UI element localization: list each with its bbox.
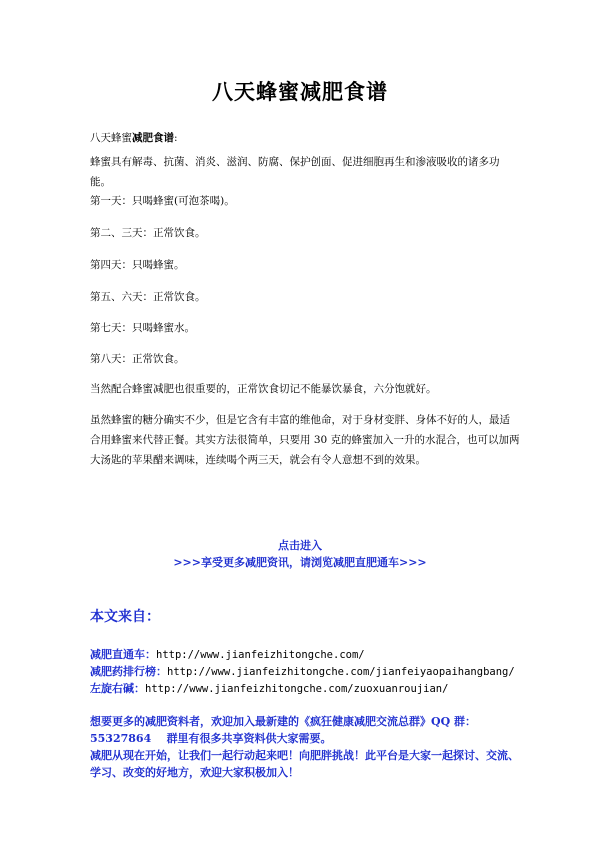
promo-rest: 群里有很多共享资料供大家需要。 — [166, 732, 332, 745]
qq-number: 55327864 — [90, 732, 152, 745]
day-2-3: 第二、三天：正常饮食。 — [90, 227, 206, 239]
click-enter-link[interactable]: 点击进入 — [278, 539, 322, 552]
intro-suffix: : — [174, 132, 178, 144]
source-label-3: 左旋右碱： — [90, 682, 145, 695]
source-label-2: 减肥药排行榜： — [90, 665, 167, 678]
day-4: 第四天：只喝蜂蜜。 — [90, 259, 185, 271]
note-text: 当然配合蜂蜜减肥也很重要的，正常饮食切记不能暴饮暴食，六分饱就好。 — [90, 383, 437, 395]
main-paragraph: 虽然蜂蜜的糖分确实不少，但是它含有丰富的维他命，对于身材变胖、身体不好的人，最适合用蜂蜜来代替正餐。其实方法很简单，只要用 30 克的蜂蜜加入一升的水混合，也可以加两大汤匙的苹果醋来调味，连续喝个两三天，就会有令人意想不到的效果。 — [90, 414, 520, 466]
promo-line-2 — [90, 730, 520, 747]
source-url-3[interactable]: http://www.jianfeizhitongche.com/zuoxuanroujian/ — [145, 683, 449, 695]
source-line-2 — [90, 663, 515, 681]
source-label-1: 减肥直通车： — [90, 648, 156, 661]
source-url-2[interactable]: http://www.jianfeizhitongche.com/jianfeiyaopaihangbang/ — [167, 666, 515, 678]
intro-prefix: 八天蜂蜜 — [90, 132, 132, 144]
intro-line — [90, 128, 520, 148]
day-5-6: 第五、六天：正常饮食。 — [90, 291, 206, 303]
day-7: 第七天：只喝蜂蜜水。 — [90, 322, 195, 334]
day-1: 第一天：只喝蜂蜜(可泡茶喝)。 — [90, 195, 235, 207]
benefit-text: 蜂蜜具有解毒、抗菌、消炎、滋润、防腐、保护创面、促进细胞再生和渗液吸收的诸多功能。 — [90, 156, 500, 188]
source-url-1[interactable]: http://www.jianfeizhitongche.com/ — [156, 649, 365, 661]
source-line-3 — [90, 680, 448, 698]
promo-line-1: 想要更多的减肥资料者，欢迎加入最新建的《疯狂健康减肥交流总群》QQ 群： — [90, 715, 476, 728]
promo-paragraph-2: 减肥从现在开始，让我们一起行动起来吧！向肥胖挑战！此平台是大家一起探讨、交流、学习、改变的好地方，欢迎大家积极加入！ — [90, 749, 519, 779]
source-line-1 — [90, 646, 365, 664]
more-info-link[interactable]: >>>享受更多减肥资讯，请浏览减肥直肥通车>>> — [173, 556, 427, 569]
intro-bold: 减肥食谱 — [132, 132, 174, 144]
day-8: 第八天：正常饮食。 — [90, 353, 185, 365]
page-title: 八天蜂蜜减肥食谱 — [212, 79, 388, 104]
source-heading: 本文来自： — [90, 609, 160, 625]
